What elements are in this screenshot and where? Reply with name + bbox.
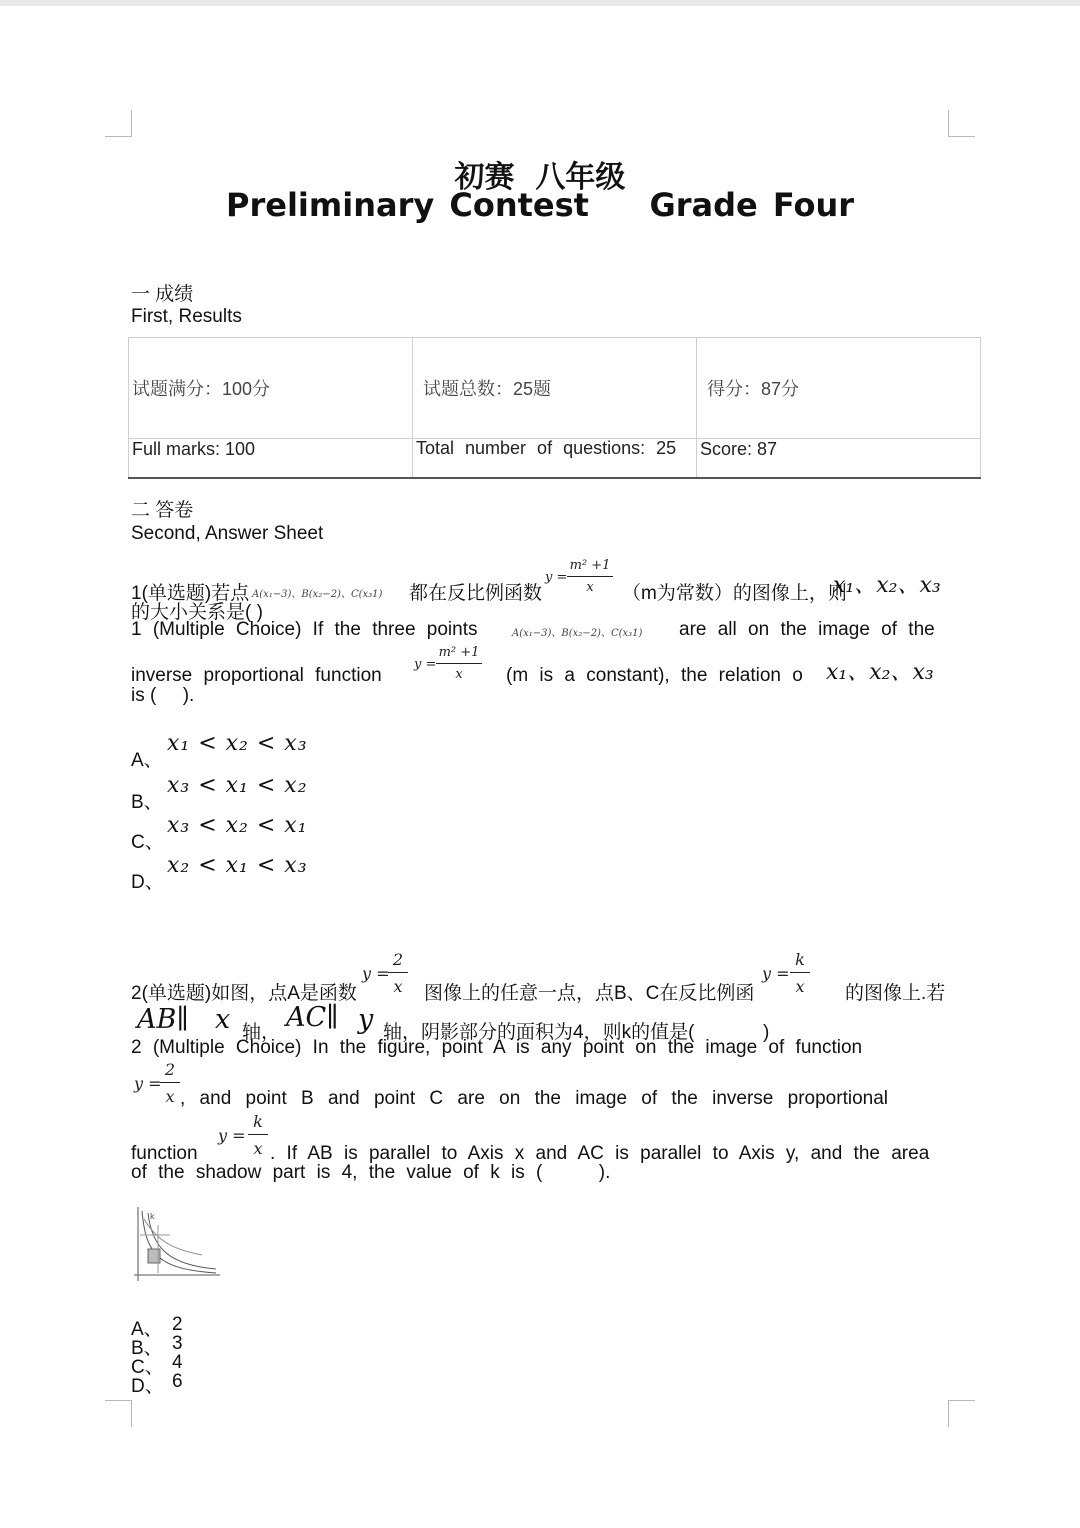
q1-points-zh: A(x₁−3)、B(x₂−2)、C(x₃1) xyxy=(252,589,383,600)
q2-function-b-num: k xyxy=(795,950,805,969)
q2-function-b-den: x xyxy=(795,977,805,996)
q1-text-en-e: is ( ). xyxy=(131,685,195,706)
q2-option-a[interactable]: 2 xyxy=(172,1314,183,1335)
q1-option-c[interactable]: x₃ < x₂ < x₁ xyxy=(167,813,308,838)
q1-vars-en: x₁、x₂、x₃ xyxy=(826,660,934,685)
q1-function-en-lhs: y = xyxy=(414,657,437,672)
q2-y-var: y xyxy=(358,1004,374,1035)
q2-text-en-d: . If AB is parallel to Axis x and AC is parallel to Axis y, and the area xyxy=(270,1143,930,1164)
q2-option-c[interactable]: 4 xyxy=(172,1352,183,1373)
q1-function-en-num: m² +1 xyxy=(438,645,480,660)
q1-function-lhs: y = xyxy=(545,570,568,585)
q2-option-a-label: A、 xyxy=(131,1319,163,1340)
q2-figure xyxy=(130,1205,222,1287)
q1-function-en xyxy=(414,645,484,685)
q1-option-a[interactable]: x₁ < x₂ < x₃ xyxy=(167,731,308,756)
q2-option-d-label: D、 xyxy=(131,1376,164,1397)
title-english: Preliminary Contest Grade Four xyxy=(226,186,854,224)
q2-option-c-label: C、 xyxy=(131,1357,164,1378)
q1-function-den: x xyxy=(586,580,594,595)
q1-text-zh-c: （m为常数）的图像上，则 xyxy=(622,583,847,604)
q2-function-a-en-num: 2 xyxy=(164,1060,176,1079)
q2-function-b-en-den: x xyxy=(253,1139,263,1158)
q2-function-b-en xyxy=(218,1112,268,1160)
q1-text-en-b: are all on the image of the xyxy=(679,619,935,640)
q1-text-en-d: (m is a constant), the relation o xyxy=(506,665,803,686)
full-marks-en: Full marks: 100 xyxy=(129,439,413,479)
section2-heading-en: Second, Answer Sheet xyxy=(131,523,324,544)
q2-option-b[interactable]: 3 xyxy=(172,1333,183,1354)
q1-function-zh xyxy=(545,558,615,598)
q2-function-b-zh xyxy=(762,950,812,998)
top-bar xyxy=(0,0,1080,6)
section1-heading-en: First, Results xyxy=(131,306,242,327)
q2-function-a-en-den: x xyxy=(165,1087,175,1106)
q1-function-num: m² +1 xyxy=(569,558,611,573)
q2-x-var: x xyxy=(215,1004,231,1035)
score-en: Score: 87 xyxy=(697,439,981,479)
q2-function-a-den: x xyxy=(393,977,403,996)
q2-text-zh-a: 2(单选题)如图，点A是函数 xyxy=(131,983,357,1004)
section2-heading-zh: 二 答卷 xyxy=(131,500,194,521)
q2-text-en-c: function xyxy=(131,1143,198,1164)
q1-option-b[interactable]: x₃ < x₁ < x₂ xyxy=(167,773,308,798)
q1-text-zh-d: 的大小关系是( ) xyxy=(131,602,263,623)
q2-function-a-zh xyxy=(362,950,410,998)
q1-text-zh-b: 都在反比例函数 xyxy=(409,583,543,604)
q1-points-en: A(x₁−3)、B(x₂−2)、C(x₃1) xyxy=(512,628,643,639)
q1-text-en-a: 1 (Multiple Choice) If the three points xyxy=(131,619,478,640)
title-chinese: 初赛 八年级 xyxy=(454,160,626,195)
q2-function-b-en-lhs: y = xyxy=(218,1126,246,1145)
q2-ac-parallel: AC∥ xyxy=(286,1002,339,1033)
q1-option-c-label: C、 xyxy=(131,832,164,853)
q2-ab-parallel: AB∥ xyxy=(137,1004,189,1035)
q2-function-a-en-lhs: y = xyxy=(134,1074,162,1093)
full-marks-zh: 试题满分：100分 xyxy=(129,338,413,439)
q2-option-b-label: B、 xyxy=(131,1338,163,1359)
q1-option-b-label: B、 xyxy=(131,792,163,813)
crop-mark-top-right xyxy=(948,110,975,137)
score-zh: 得分：87分 xyxy=(697,338,981,439)
total-questions-en: Total number of questions: 25 xyxy=(413,439,697,479)
q1-text-zh-a: 1(单选题)若点 xyxy=(131,583,250,604)
q2-axis-zh-1: 轴， xyxy=(242,1022,281,1043)
q2-text-en-a: 2 (Multiple Choice) In the figure, point A is any point on the image of function xyxy=(131,1037,863,1058)
q2-function-b-lhs: y = xyxy=(762,964,790,983)
q1-function-en-den: x xyxy=(455,667,463,682)
scores-table xyxy=(128,337,981,479)
q1-text-en-c: inverse proportional function xyxy=(131,665,382,686)
q2-function-b-en-num: k xyxy=(253,1112,263,1131)
q1-option-d-label: D、 xyxy=(131,872,164,893)
crop-mark-bottom-right xyxy=(948,1400,975,1427)
total-questions-zh: 试题总数：25题 xyxy=(413,338,697,439)
q2-text-zh-c: 的图像上.若 xyxy=(845,983,946,1004)
q2-text-zh-b: 图像上的任意一点，点B、C在反比例函 xyxy=(424,983,755,1004)
table-row xyxy=(129,338,981,439)
q2-function-a-en xyxy=(134,1060,182,1108)
q2-text-zh-d: 轴，阴影部分的面积为4，则k的值是( ) xyxy=(383,1022,770,1043)
q2-function-a-num: 2 xyxy=(392,950,404,969)
q2-function-a-lhs: y = xyxy=(362,964,390,983)
q2-text-en-e: of the shadow part is 4, the value of k is ( ). xyxy=(131,1162,611,1183)
svg-text:k: k xyxy=(150,1212,155,1221)
q1-option-d[interactable]: x₂ < x₁ < x₃ xyxy=(167,853,308,878)
crop-mark-bottom-left xyxy=(105,1400,132,1427)
q2-text-en-b: , and point B and point C are on the image of the inverse proportional xyxy=(180,1088,888,1109)
q1-option-a-label: A、 xyxy=(131,750,163,771)
q2-option-d[interactable]: 6 xyxy=(172,1371,183,1392)
crop-mark-top-left xyxy=(105,110,132,137)
section1-heading-zh: 一 成绩 xyxy=(131,284,194,305)
table-row xyxy=(129,439,981,479)
q1-vars-zh: x₁、x₂、x₃ xyxy=(833,573,941,598)
